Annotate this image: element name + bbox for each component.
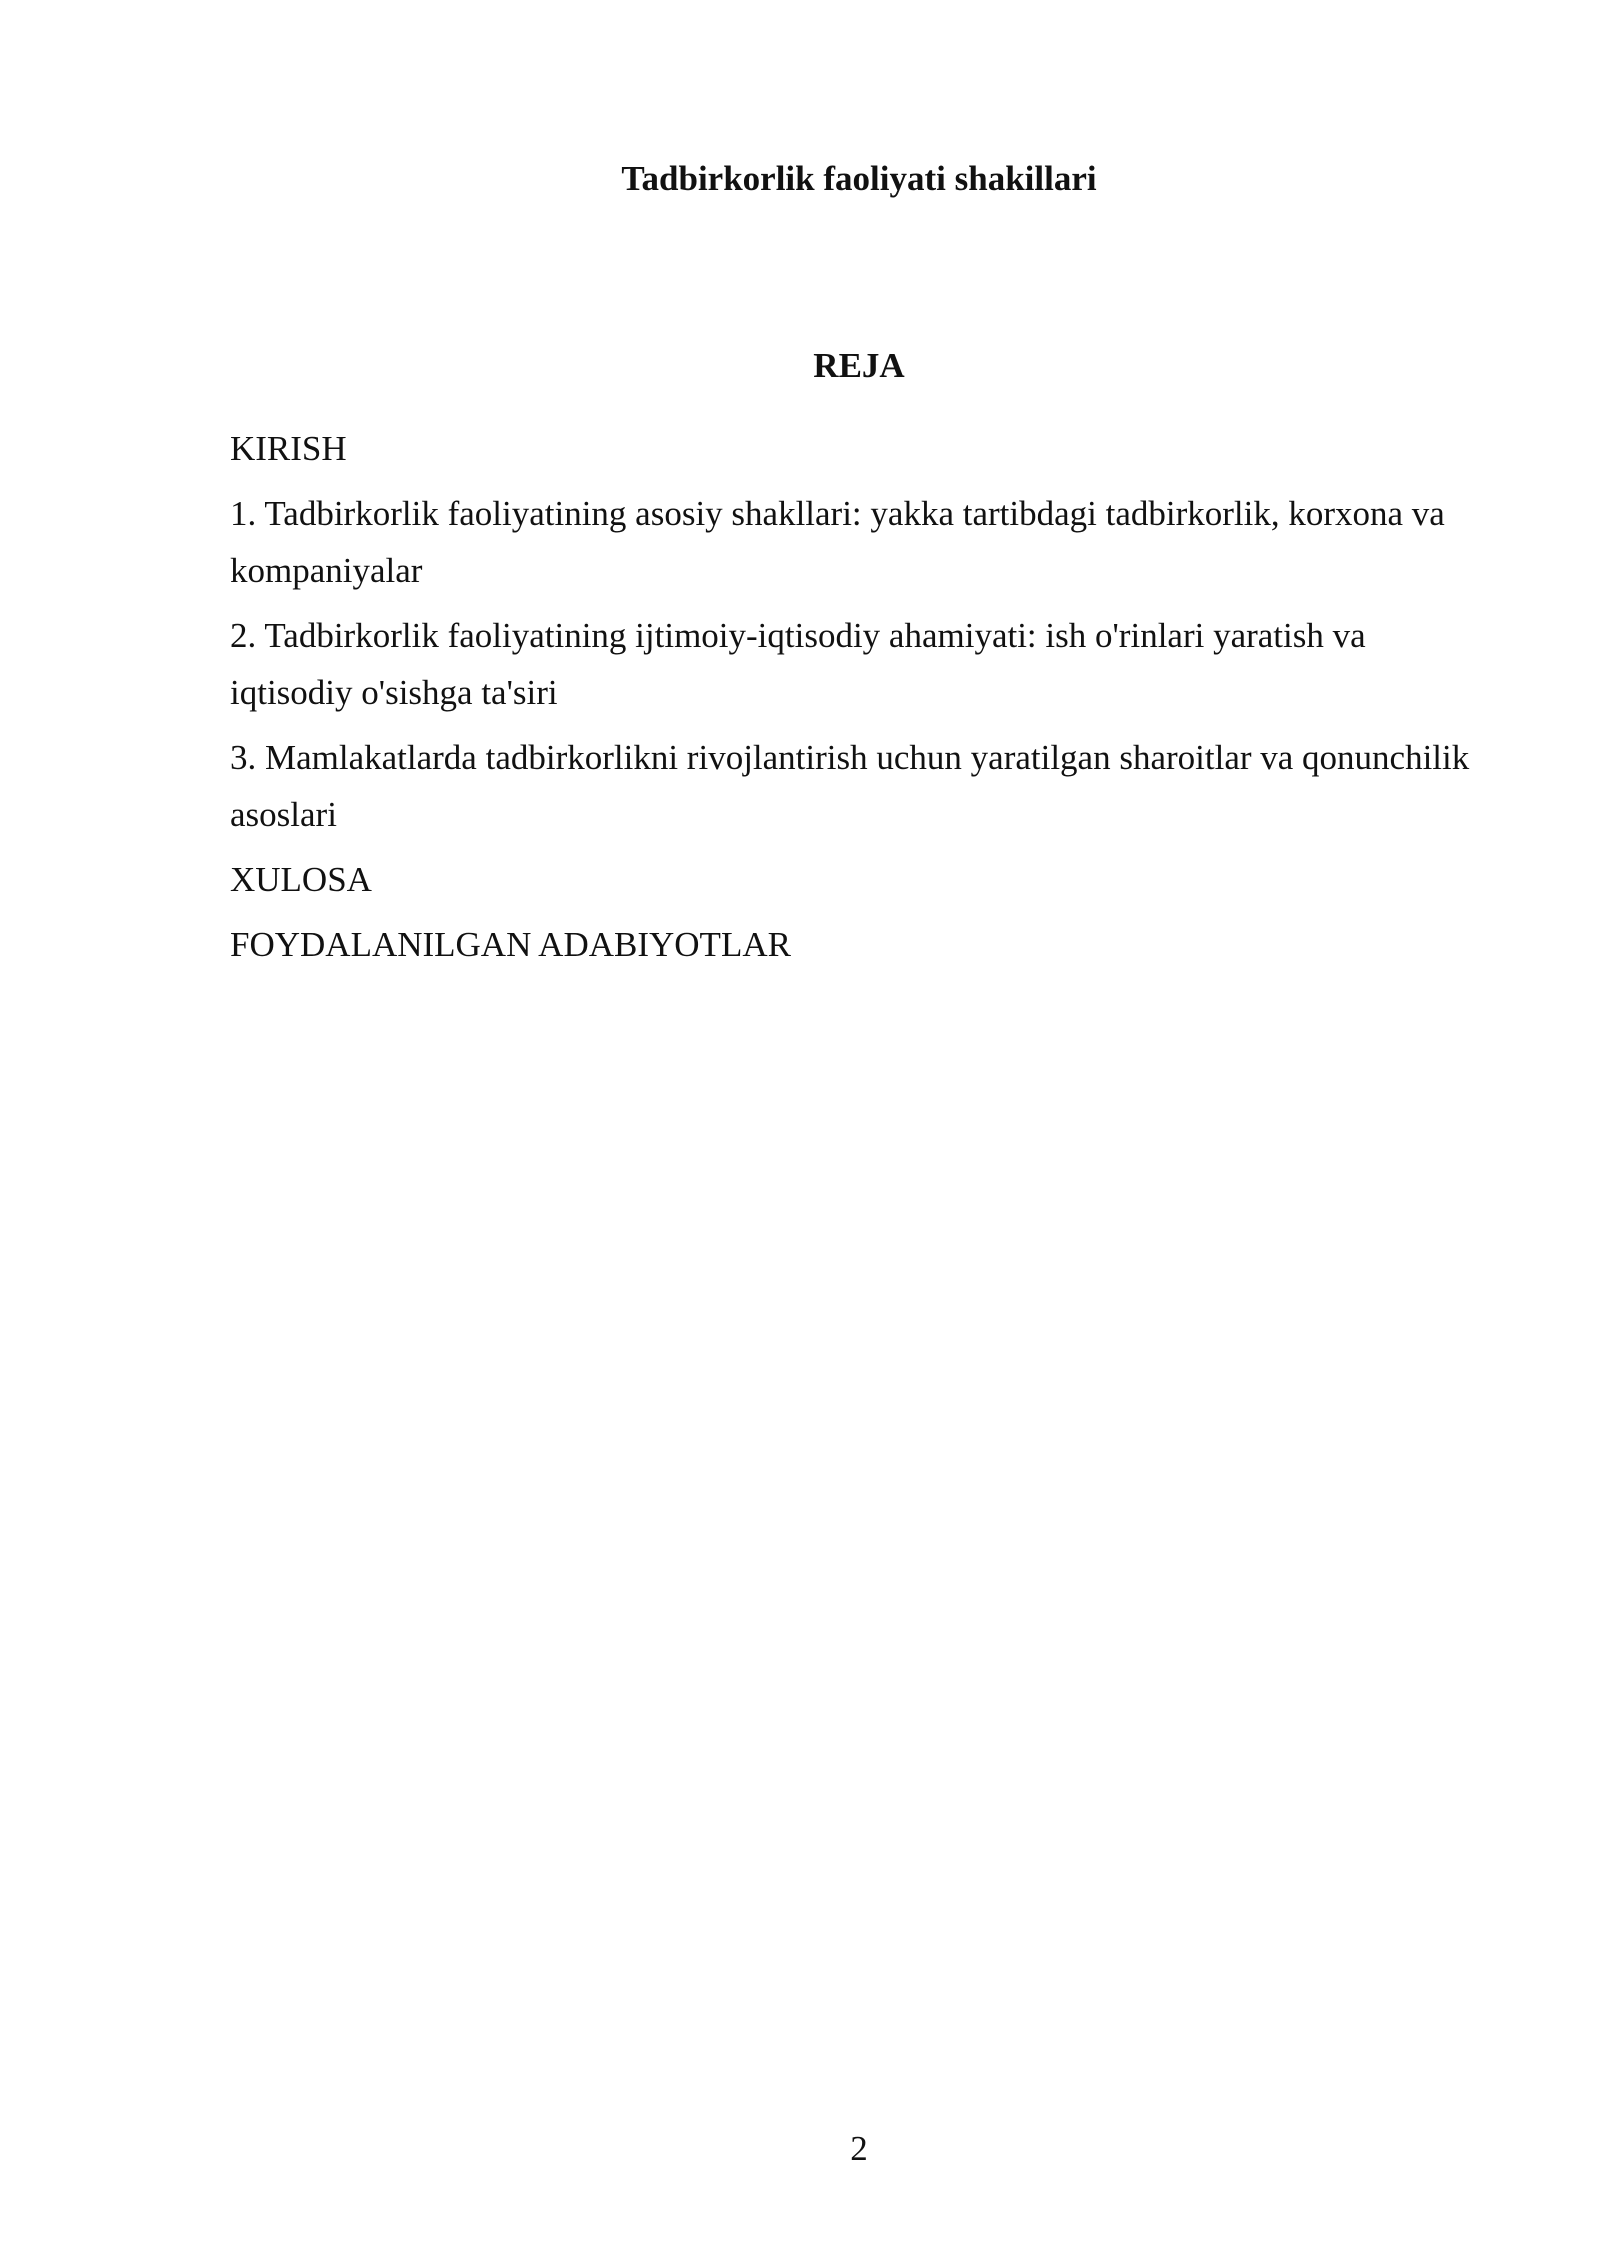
plan-item-2: 2. Tadbirkorlik faoliyatining ijtimoiy-iqtisodiy ahamiyati: ish o'rinlari yaratish va iqtisodiy o'sishga ta'siri: [230, 616, 1366, 712]
plan-item-3: 3. Mamlakatlarda tadbirkorlikni rivojlantirish uchun yaratilgan sharoitlar va qonunchilik asoslari: [230, 738, 1470, 834]
plan-list: [230, 420, 1488, 981]
plan-item-1: 1. Tadbirkorlik faoliyatining asosiy shakllari: yakka tartibdagi tadbirkorlik, korxona va kompaniyalar: [230, 494, 1445, 590]
plan-heading: REJA: [813, 346, 905, 385]
plan-item-introduction: KIRISH: [230, 429, 347, 468]
plan-item-conclusion: XULOSA: [230, 860, 372, 899]
plan-heading-block: [230, 345, 1488, 387]
document-title: Tadbirkorlik faoliyati shakillari: [621, 159, 1097, 198]
page-number: 2: [850, 2129, 868, 2168]
plan-item-references: FOYDALANILGAN ADABIYOTLAR: [230, 925, 791, 964]
title-block: [230, 158, 1488, 200]
